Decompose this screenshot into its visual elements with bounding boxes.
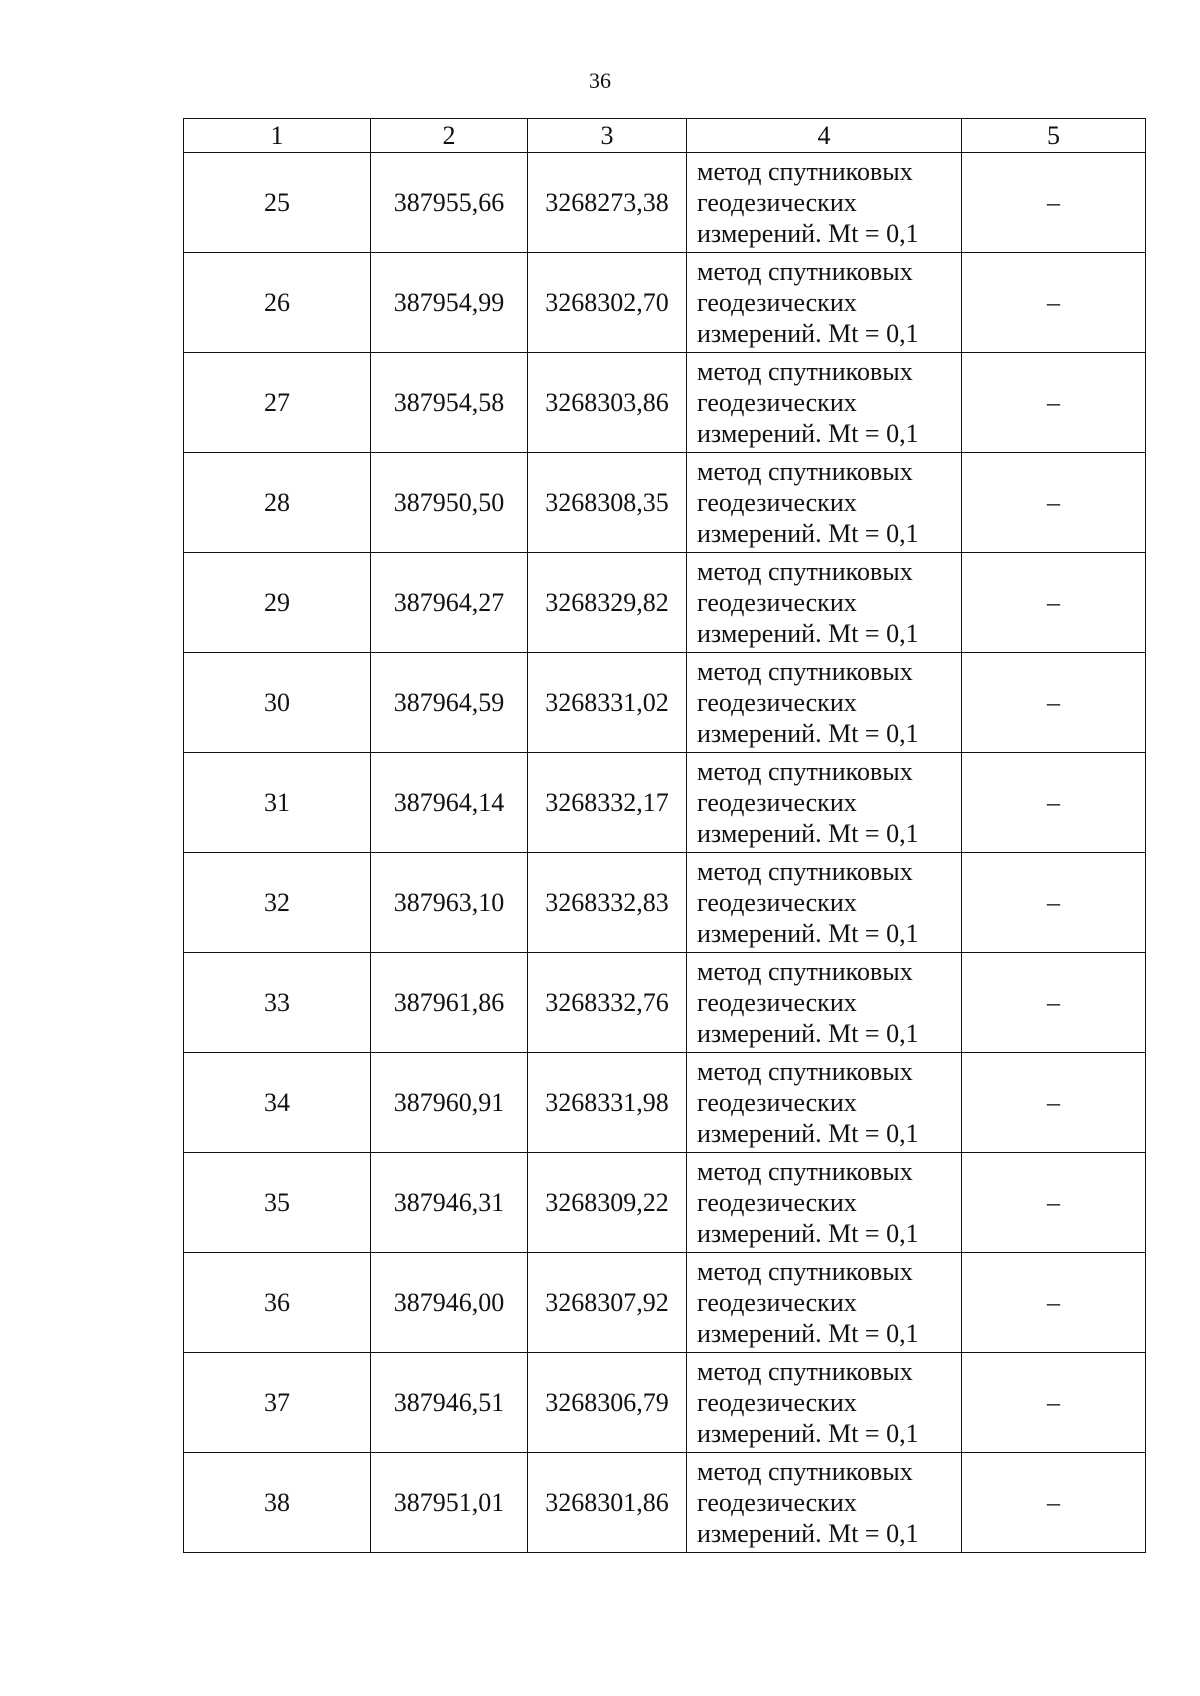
table-row — [184, 1353, 1146, 1453]
method-line: метод спутниковых — [697, 857, 913, 886]
point-number-cell: 34 — [184, 1053, 371, 1153]
method-line: геодезических — [697, 788, 857, 817]
method-line: геодезических — [697, 388, 857, 417]
note-cell: – — [962, 353, 1146, 453]
x-coordinate-cell: 387964,14 — [371, 753, 528, 853]
table-row — [184, 753, 1146, 853]
note-cell: – — [962, 1153, 1146, 1253]
table-row — [184, 1153, 1146, 1253]
table-row — [184, 853, 1146, 953]
x-coordinate-cell: 387946,00 — [371, 1253, 528, 1353]
method-line: геодезических — [697, 588, 857, 617]
method-line: измерений. Mt = 0,1 — [697, 1319, 919, 1348]
y-coordinate-cell: 3268273,38 — [528, 153, 687, 253]
y-coordinate-cell: 3268303,86 — [528, 353, 687, 453]
point-number-cell: 35 — [184, 1153, 371, 1253]
method-line: геодезических — [697, 1188, 857, 1217]
note-cell: – — [962, 953, 1146, 1053]
note-cell: – — [962, 253, 1146, 353]
method-line: геодезических — [697, 288, 857, 317]
method-line: измерений. Mt = 0,1 — [697, 319, 919, 348]
method-line: измерений. Mt = 0,1 — [697, 719, 919, 748]
note-cell: – — [962, 853, 1146, 953]
header-cell: 1 — [184, 119, 371, 153]
table-row — [184, 1253, 1146, 1353]
method-cell — [687, 253, 962, 353]
y-coordinate-cell: 3268332,76 — [528, 953, 687, 1053]
note-cell: – — [962, 1253, 1146, 1353]
header-cell: 4 — [687, 119, 962, 153]
header-cell: 5 — [962, 119, 1146, 153]
point-number-cell: 31 — [184, 753, 371, 853]
note-cell: – — [962, 1053, 1146, 1153]
x-coordinate-cell: 387951,01 — [371, 1453, 528, 1553]
method-line: геодезических — [697, 1088, 857, 1117]
method-cell — [687, 453, 962, 553]
method-line: измерений. Mt = 0,1 — [697, 819, 919, 848]
method-line: измерений. Mt = 0,1 — [697, 1419, 919, 1448]
method-line: метод спутниковых — [697, 457, 913, 486]
method-cell — [687, 1253, 962, 1353]
method-cell — [687, 1053, 962, 1153]
method-cell — [687, 1453, 962, 1553]
y-coordinate-cell: 3268331,02 — [528, 653, 687, 753]
method-line: метод спутниковых — [697, 957, 913, 986]
method-cell — [687, 853, 962, 953]
method-line: геодезических — [697, 188, 857, 217]
x-coordinate-cell: 387961,86 — [371, 953, 528, 1053]
method-line: метод спутниковых — [697, 557, 913, 586]
coordinates-table — [183, 118, 1146, 1553]
point-number-cell: 32 — [184, 853, 371, 953]
method-line: геодезических — [697, 888, 857, 917]
method-cell — [687, 553, 962, 653]
point-number-cell: 25 — [184, 153, 371, 253]
method-line: измерений. Mt = 0,1 — [697, 1219, 919, 1248]
method-line: измерений. Mt = 0,1 — [697, 419, 919, 448]
method-cell — [687, 653, 962, 753]
method-line: метод спутниковых — [697, 1257, 913, 1286]
y-coordinate-cell: 3268306,79 — [528, 1353, 687, 1453]
table-row — [184, 153, 1146, 253]
header-cell: 2 — [371, 119, 528, 153]
x-coordinate-cell: 387963,10 — [371, 853, 528, 953]
y-coordinate-cell: 3268302,70 — [528, 253, 687, 353]
point-number-cell: 38 — [184, 1453, 371, 1553]
table-header-row — [184, 119, 1146, 153]
y-coordinate-cell: 3268332,83 — [528, 853, 687, 953]
note-cell: – — [962, 453, 1146, 553]
method-line: геодезических — [697, 688, 857, 717]
method-cell — [687, 1353, 962, 1453]
method-line: метод спутниковых — [697, 1357, 913, 1386]
x-coordinate-cell: 387964,59 — [371, 653, 528, 753]
method-cell — [687, 1153, 962, 1253]
table-row — [184, 253, 1146, 353]
method-line: метод спутниковых — [697, 157, 913, 186]
method-line: метод спутниковых — [697, 757, 913, 786]
method-line: измерений. Mt = 0,1 — [697, 1019, 919, 1048]
method-line: метод спутниковых — [697, 1057, 913, 1086]
method-line: метод спутниковых — [697, 357, 913, 386]
method-line: измерений. Mt = 0,1 — [697, 919, 919, 948]
method-line: измерений. Mt = 0,1 — [697, 619, 919, 648]
point-number-cell: 33 — [184, 953, 371, 1053]
table-row — [184, 1053, 1146, 1153]
note-cell: – — [962, 1353, 1146, 1453]
y-coordinate-cell: 3268301,86 — [528, 1453, 687, 1553]
x-coordinate-cell: 387954,58 — [371, 353, 528, 453]
method-line: метод спутниковых — [697, 257, 913, 286]
point-number-cell: 36 — [184, 1253, 371, 1353]
y-coordinate-cell: 3268308,35 — [528, 453, 687, 553]
method-line: измерений. Mt = 0,1 — [697, 219, 919, 248]
x-coordinate-cell: 387954,99 — [371, 253, 528, 353]
method-line: метод спутниковых — [697, 657, 913, 686]
y-coordinate-cell: 3268329,82 — [528, 553, 687, 653]
x-coordinate-cell: 387950,50 — [371, 453, 528, 553]
method-cell — [687, 353, 962, 453]
table-row — [184, 653, 1146, 753]
note-cell: – — [962, 553, 1146, 653]
table-row — [184, 453, 1146, 553]
method-cell — [687, 953, 962, 1053]
method-line: измерений. Mt = 0,1 — [697, 519, 919, 548]
page-number: 36 — [589, 68, 611, 93]
method-line: метод спутниковых — [697, 1157, 913, 1186]
y-coordinate-cell: 3268307,92 — [528, 1253, 687, 1353]
y-coordinate-cell: 3268332,17 — [528, 753, 687, 853]
x-coordinate-cell: 387946,31 — [371, 1153, 528, 1253]
table-row — [184, 953, 1146, 1053]
method-line: геодезических — [697, 1288, 857, 1317]
y-coordinate-cell: 3268309,22 — [528, 1153, 687, 1253]
method-line: геодезических — [697, 988, 857, 1017]
x-coordinate-cell: 387964,27 — [371, 553, 528, 653]
table-row — [184, 553, 1146, 653]
method-line: метод спутниковых — [697, 1457, 913, 1486]
method-cell — [687, 153, 962, 253]
table-row — [184, 353, 1146, 453]
note-cell: – — [962, 153, 1146, 253]
point-number-cell: 29 — [184, 553, 371, 653]
x-coordinate-cell: 387960,91 — [371, 1053, 528, 1153]
x-coordinate-cell: 387946,51 — [371, 1353, 528, 1453]
method-line: геодезических — [697, 488, 857, 517]
y-coordinate-cell: 3268331,98 — [528, 1053, 687, 1153]
note-cell: – — [962, 1453, 1146, 1553]
x-coordinate-cell: 387955,66 — [371, 153, 528, 253]
note-cell: – — [962, 653, 1146, 753]
method-line: геодезических — [697, 1488, 857, 1517]
point-number-cell: 28 — [184, 453, 371, 553]
header-cell: 3 — [528, 119, 687, 153]
point-number-cell: 30 — [184, 653, 371, 753]
method-line: геодезических — [697, 1388, 857, 1417]
table-row — [184, 1453, 1146, 1553]
method-line: измерений. Mt = 0,1 — [697, 1119, 919, 1148]
point-number-cell: 27 — [184, 353, 371, 453]
table-body — [184, 153, 1146, 1553]
point-number-cell: 37 — [184, 1353, 371, 1453]
point-number-cell: 26 — [184, 253, 371, 353]
method-cell — [687, 753, 962, 853]
method-line: измерений. Mt = 0,1 — [697, 1519, 919, 1548]
note-cell: – — [962, 753, 1146, 853]
